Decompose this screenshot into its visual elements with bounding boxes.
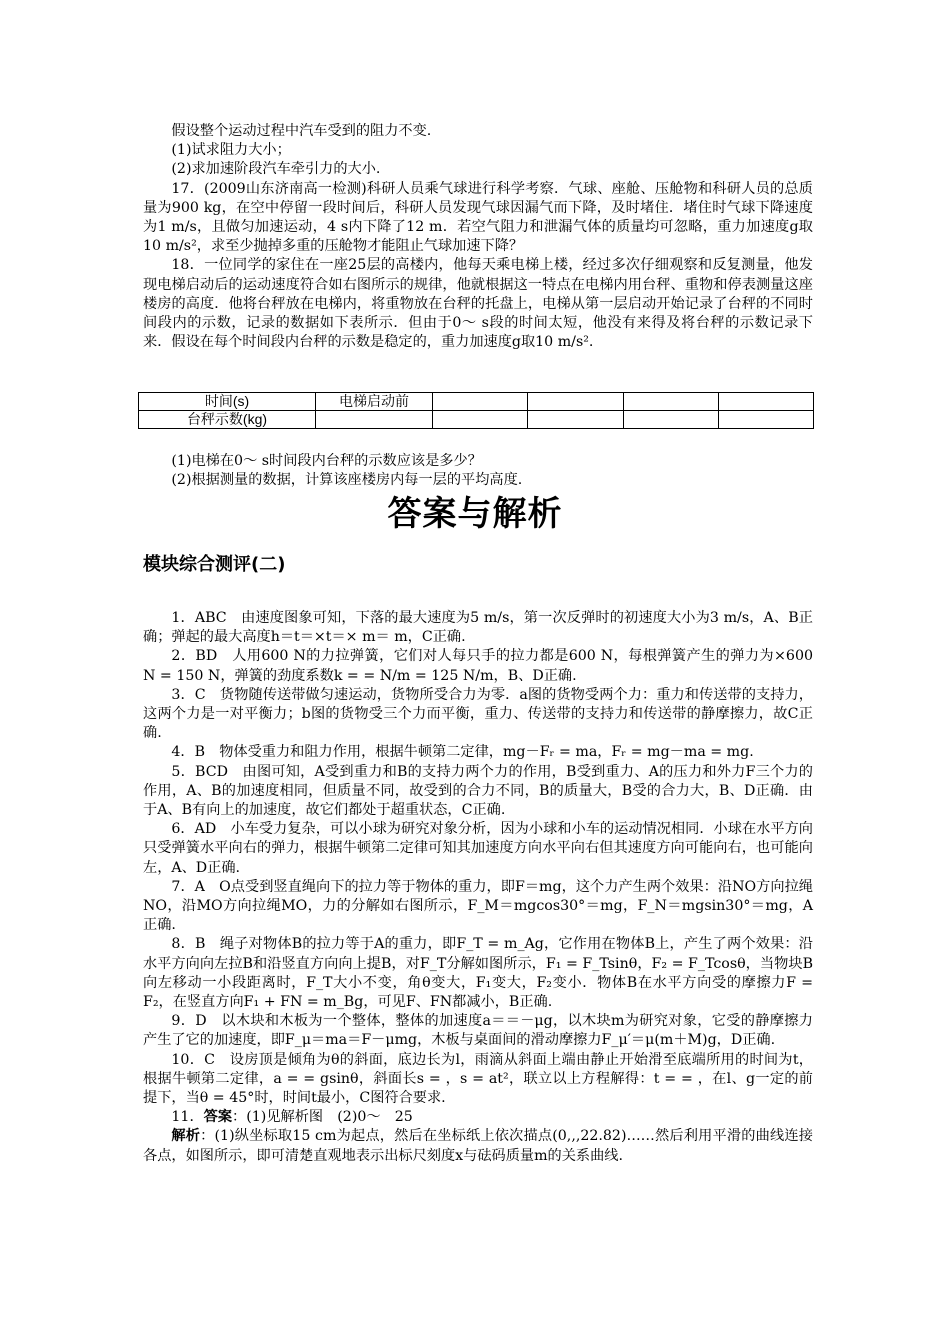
- answer-6: 6．AD 小车受力复杂，可以小球为研究对象分析，因为小球和小车的运动情况相同．小球在水平方向只受弹簧水平向右的弹力，根据牛顿第二定律可知其加速度方向水平向右但其速度方向可能向右，也可能向左，A、D正确.: [143, 821, 813, 876]
- table-cell: [623, 411, 718, 429]
- record-table: [138, 392, 814, 429]
- table-header-time: 时间(s): [139, 393, 316, 411]
- answer-2: 2．BD 人用600 N的力拉弹簧，它们对人每只手的拉力都是600 N，每根弹簧产生的弹力为×600 N = 150 N，弹簧的劲度系数k = = N/m = 125 N/m，B、D正确.: [143, 648, 813, 684]
- q16-part2: (2)求加速阶段汽车牵引力的大小.: [171, 161, 381, 178]
- table-cell: [433, 393, 528, 411]
- q18-text: 18．一位同学的家住在一座25层的高楼内，他每天乘电梯上楼，经过多次仔细观察和反复测量，他发现电梯启动后的运动速度符合如右图所示的规律，他就根据这一特点在电梯内用台秤、重物和停表测量这座楼房的高度．他将台秤放在电梯内，将重物放在台秤的托盘上，电梯从第一层启动开始记录了台秤的不同时间段内的示数，记录的数据如下表所示．但由于0～ s段的时间太短，他没有来得及将台秤的示数记录下来．假设在每个时间段内台秤的示数是稳定的，重力加速度g取10 m/s².: [143, 257, 813, 351]
- q18-subquestions: [143, 452, 813, 490]
- table-cell: 电梯启动前: [316, 393, 433, 411]
- table-header-reading: 台秤示数(kg): [139, 411, 316, 429]
- answer-1: 1．ABC 由速度图象可知，下落的最大速度为5 m/s，第一次反弹时的初速度大小为3 m/s，A、B正确；弹起的最大高度h＝t＝×t＝× m＝ m，C正确.: [143, 610, 813, 646]
- q17-text: 17．(2009山东济南高一检测)科研人员乘气球进行科学考察．气球、座舱、压舱物和科研人员的总质量为900 kg，在空中停留一段时间后，科研人员发现气球因漏气而下降，及时堵住．堵住时气球下降速度为1 m/s，且做匀加速运动，4 s内下降了12 m．若空气阻力和泄漏气体的质量均可忽略，重力加速度g取10 m/s²，求至少抛掉多重的压舱物才能阻止气球加速下降？: [143, 180, 813, 255]
- answer-11: 11．答案：(1)见解析图 (2)0～ 25: [171, 1109, 413, 1126]
- q18-part2: (2)根据测量的数据，计算该座楼房内每一层的平均高度.: [171, 472, 523, 489]
- q16-condition: 假设整个运动过程中汽车受到的阻力不变.: [171, 123, 432, 139]
- table-cell: [316, 411, 433, 429]
- answer-7: 7．A O点受到竖直绳向下的拉力等于物体的重力，即F＝mg，这个力产生两个效果：沿NO方向拉绳NO，沿MO方向拉绳MO，力的分解如右图所示，F_M＝mgcos30°＝mg，F_N＝mgsin30°＝mg，A正确.: [143, 878, 813, 934]
- answer-10: 10．C 设房顶是倾角为θ的斜面，底边长为l，雨滴从斜面上端由静止开始滑至底端所用的时间为t，根据牛顿第二定律，a = = gsinθ，斜面长s = ，s = at²，联立以上方程解得：t = = ，在l、g一定的前提下，当θ = 45°时，时间t最小，C图符合要求.: [143, 1051, 813, 1107]
- table-cell: [528, 411, 623, 429]
- answers-subtitle: 模块综合测评(二): [143, 554, 286, 575]
- table-cell: [433, 411, 528, 429]
- answer-9: 9．D 以木块和木板为一个整体，整体的加速度a＝＝－μg，以木块m为研究对象，它受的静摩擦力产生了它的加速度，即F_μ＝ma＝F－μmg，木板与桌面间的滑动摩擦力F_μ′＝μ(m＋M)g，D正确.: [143, 1013, 813, 1049]
- answers-title: 答案与解析: [387, 494, 563, 534]
- table-cell: [528, 393, 623, 411]
- q16-part1: (1)试求阻力大小；: [171, 142, 291, 159]
- q18-part1: (1)电梯在0～ s时间段内台秤的示数应该是多少？: [171, 453, 482, 469]
- answer-8: 8．B 绳子对物体B的拉力等于A的重力，即F_T = m_Ag，它作用在物体B上，产生了两个效果：沿水平方向向左拉B和沿竖直方向向上提B，对F_T分解如图所示，F₁ = F_Tsinθ，F₂ = F_Tcosθ，当物块B向左移动一小段距离时，F_T大小不变，角θ变大，F₁变大，F₂变小．物体B在水平方向受的摩擦力F = F₂，在竖直方向F₁ + FN = m_Bg，可见F、FN都减小，B正确.: [143, 936, 813, 1011]
- answer-11-label: 答案: [203, 1109, 233, 1126]
- questions-section: [143, 122, 813, 352]
- table-cell: [623, 393, 718, 411]
- analysis-label: 解析: [171, 1128, 201, 1145]
- table-row: [139, 411, 814, 429]
- answer-4: 4．B 物体受重力和阻力作用，根据牛顿第二定律，mg－Fᵣ = ma，Fᵣ = mg－ma = mg.: [171, 744, 754, 761]
- table-cell: [718, 393, 813, 411]
- answer-3: 3．C 货物随传送带做匀速运动，货物所受合力为零．a图的货物受两个力：重力和传送带的支持力，这两个力是一对平衡力；b图的货物受三个力而平衡，重力、传送带的支持力和传送带的静摩擦力，故C正确.: [143, 686, 813, 742]
- answer-5: 5．BCD 由图可知，A受到重力和B的支持力两个力的作用，B受到重力、A的压力和外力F三个力的作用，A、B的加速度相同，但质量不同，故受到的合力不同，B的质量大，B受的合力大，B、D正确．由于A、B有向上的加速度，故它们都处于超重状态，C正确.: [143, 763, 813, 819]
- answers-section: [143, 609, 813, 1166]
- analysis-text: ：(1)纵坐标取15 cm为起点，然后在坐标纸上依次描点(0,,,22.82)……然后利用平滑的曲线连接各点，如图所示，即可清楚直观地表示出标尺刻度x与砝码质量m的关系曲线.: [143, 1128, 813, 1164]
- table-cell: [718, 411, 813, 429]
- answer-11-analysis: [143, 1127, 813, 1165]
- table-row: [139, 393, 814, 411]
- answer-11-text: ：(1)见解析图 (2)0～ 25: [232, 1109, 413, 1126]
